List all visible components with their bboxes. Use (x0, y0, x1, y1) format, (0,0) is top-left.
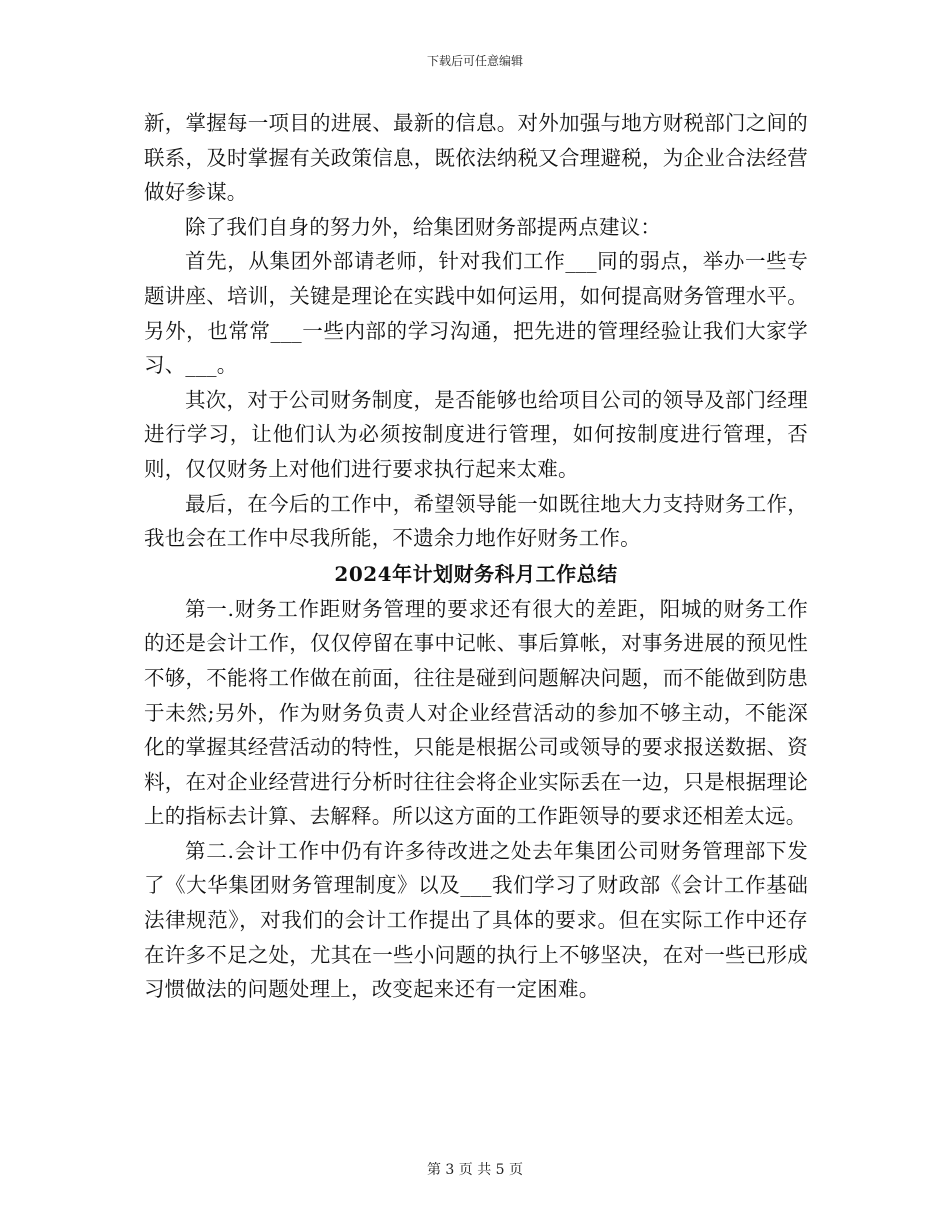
paragraph-continuation: 新，掌握每一项目的进展、最新的信息。对外加强与地方财税部门之间的联系，及时掌握有关政策信息，既依法纳税又合理避税，为企业合法经营做好参谋。 (144, 111, 808, 205)
page-number: 第 3 页 共 5 页 (426, 1162, 524, 1178)
paragraph-suggestion-first: 首先，从集团外部请老师，针对我们工作___同的弱点，举办一些专题讲座、培训，关键是理论在实践中如何运用，如何提高财务管理水平。另外，也常常___一些内部的学习沟通，把先进的管理经验让我们大家学习、___。 (144, 249, 808, 378)
document-body (144, 106, 808, 1007)
paragraph-point-one: 第一.财务工作距财务管理的要求还有很大的差距，阳城的财务工作的还是会计工作，仅仅停留在事中记帐、事后算帐，对事务进展的预见性不够，不能将工作做在前面，往往是碰到问题解决问题，而不能做到防患于未然;另外，作为财务负责人对企业经营活动的参加不够主动，不能深化的掌握其经营活动的特性，只能是根据公司或领导的要求报送数据、资料，在对企业经营进行分析时往往会将企业实际丢在一边，只是根据理论上的指标去计算、去解释。所以这方面的工作距领导的要求还相差太远。 (144, 596, 808, 829)
paragraph-point-two: 第二.会计工作中仍有许多待改进之处去年集团公司财务管理部下发了《大华集团财务管理制度》以及___我们学习了财政部《会计工作基础法律规范》，对我们的会计工作提出了具体的要求。但在实际工作中还存在许多不足之处，尤其在一些小问题的执行上不够坚决，在对一些已形成习惯做法的问题处理上，改变起来还有一定困难。 (144, 838, 808, 1002)
paragraph-suggestion-second: 其次，对于公司财务制度，是否能够也给项目公司的领导及部门经理进行学习，让他们认为必须按制度进行管理，如何按制度进行管理，否则，仅仅财务上对他们进行要求执行起来太难。 (144, 387, 808, 481)
section-title: 2024年计划财务科月工作总结 (334, 561, 618, 586)
paragraph-closing: 最后，在今后的工作中，希望领导能一如既往地大力支持财务工作，我也会在工作中尽我所能，不遗余力地作好财务工作。 (144, 491, 808, 551)
page-header-note: 下载后可任意编辑 (426, 54, 523, 68)
paragraph-suggestions-intro: 除了我们自身的努力外，给集团财务部提两点建议： (185, 214, 662, 239)
